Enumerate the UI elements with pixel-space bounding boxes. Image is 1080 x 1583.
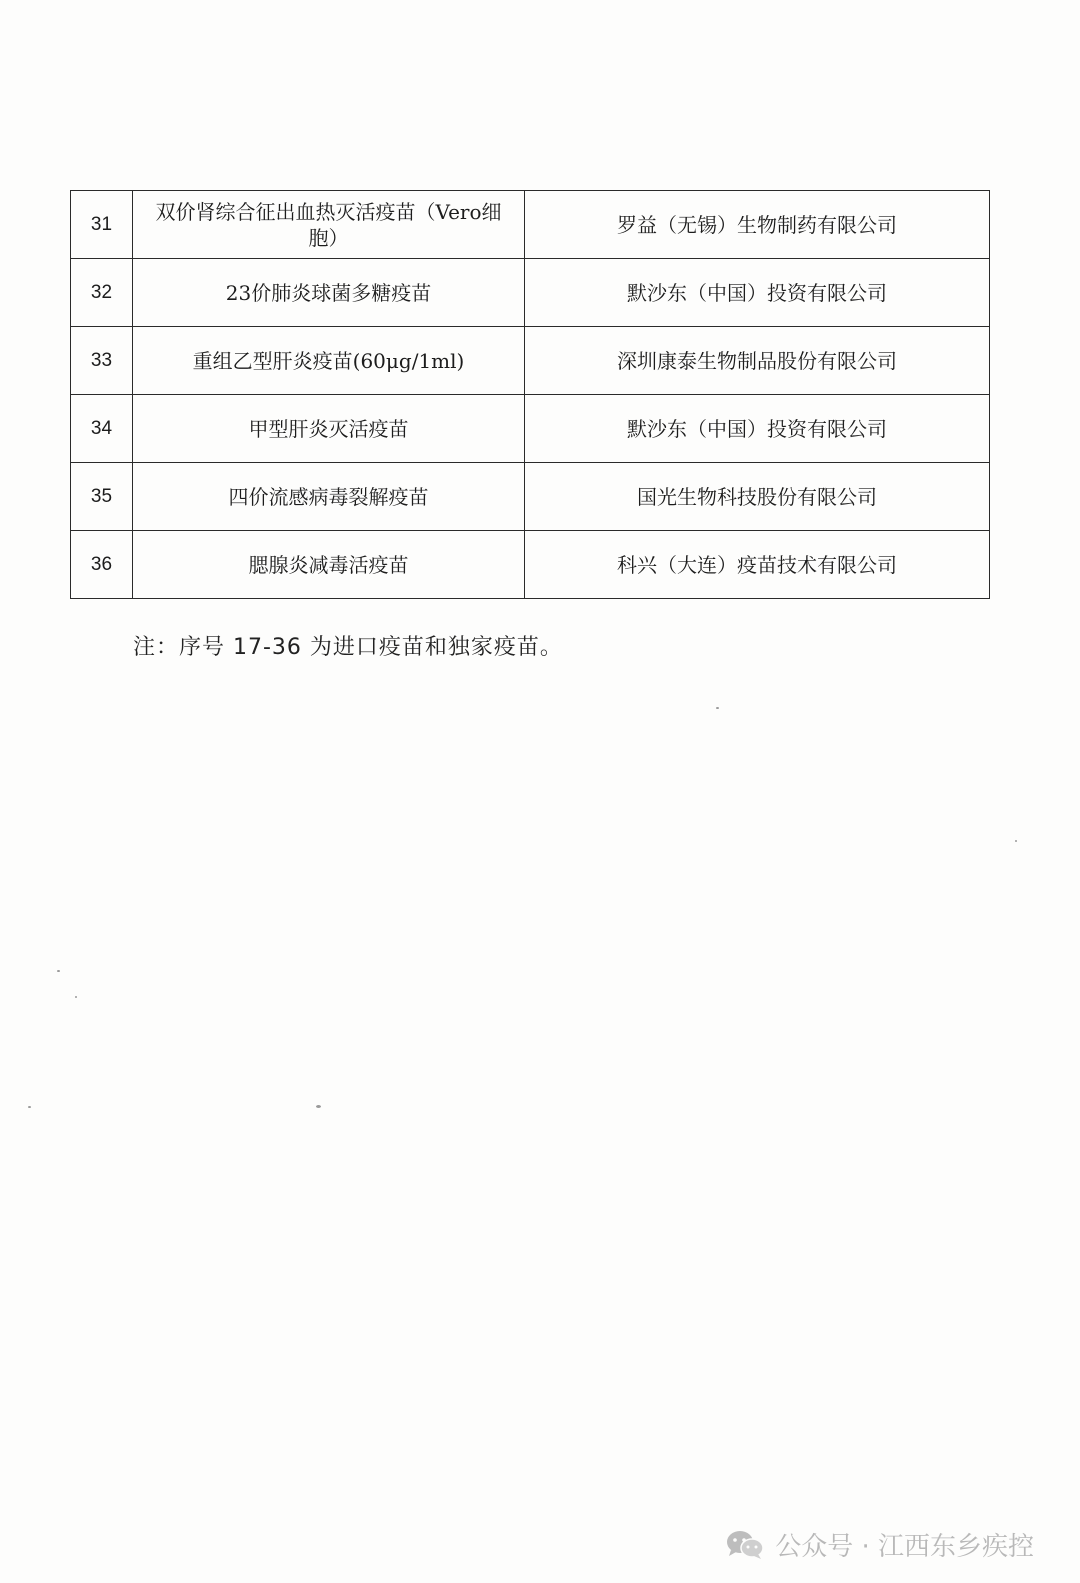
table-row	[71, 191, 990, 259]
row-number: 35	[71, 463, 133, 531]
vaccine-name: 甲型肝炎灭活疫苗	[133, 395, 525, 463]
table-row	[71, 531, 990, 599]
watermark	[725, 1526, 1034, 1563]
company-name: 国光生物科技股份有限公司	[525, 463, 990, 531]
vaccine-table	[70, 190, 990, 599]
row-number: 32	[71, 259, 133, 327]
scan-speck	[716, 707, 719, 709]
vaccine-name: 重组乙型肝炎疫苗(60μg/1ml)	[133, 327, 525, 395]
row-number: 34	[71, 395, 133, 463]
table-row	[71, 395, 990, 463]
table-row	[71, 259, 990, 327]
row-number: 31	[71, 191, 133, 259]
table-row	[71, 463, 990, 531]
company-name: 科兴（大连）疫苗技术有限公司	[525, 531, 990, 599]
company-name: 默沙东（中国）投资有限公司	[525, 259, 990, 327]
row-number: 36	[71, 531, 133, 599]
company-name: 罗益（无锡）生物制药有限公司	[525, 191, 990, 259]
scan-speck	[1015, 840, 1017, 842]
vaccine-name: 腮腺炎减毒活疫苗	[133, 531, 525, 599]
scan-speck	[75, 996, 77, 998]
scan-speck	[316, 1105, 321, 1108]
scan-speck	[57, 970, 60, 972]
watermark-text: 公众号 · 江西东乡疾控	[775, 1532, 1034, 1562]
vaccine-name: 四价流感病毒裂解疫苗	[133, 463, 525, 531]
table-row	[71, 327, 990, 395]
vaccine-name: 23价肺炎球菌多糖疫苗	[133, 259, 525, 327]
company-name: 深圳康泰生物制品股份有限公司	[525, 327, 990, 395]
row-number: 33	[71, 327, 133, 395]
table-footnote: 注：序号 17-36 为进口疫苗和独家疫苗。	[133, 635, 563, 660]
scan-speck	[28, 1106, 31, 1108]
vaccine-name: 双价肾综合征出血热灭活疫苗（Vero细胞）	[133, 191, 525, 259]
wechat-icon	[725, 1529, 765, 1561]
company-name: 默沙东（中国）投资有限公司	[525, 395, 990, 463]
